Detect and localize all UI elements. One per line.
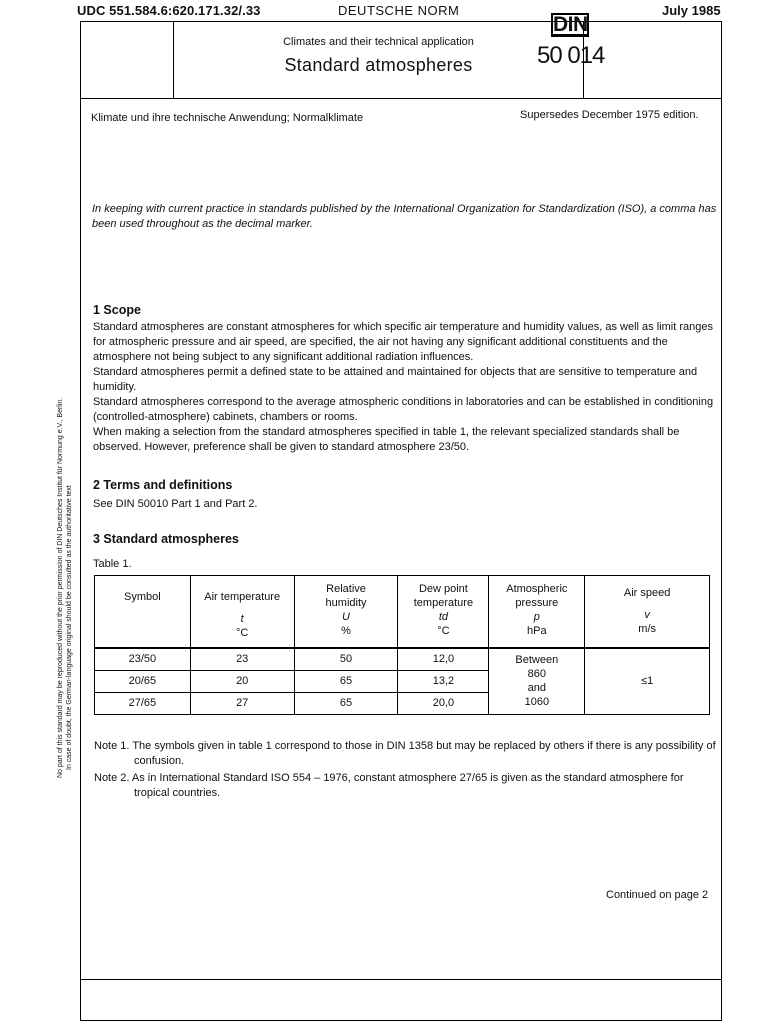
section-heading-terms: 2 Terms and definitions bbox=[93, 478, 233, 492]
cell-air-speed: ≤1 bbox=[585, 648, 710, 715]
cell-atmospheric-pressure: Between 860 and 1060 bbox=[489, 648, 585, 715]
page-frame bbox=[80, 21, 722, 1021]
table-row bbox=[95, 648, 710, 671]
header-cell-dew-point: Dew point temperature td °C bbox=[398, 576, 489, 648]
sidenote-line-1: No part of this standard may be reproduced without the prior permission of DIN Deutsches Institut für Normung e.V., Berlin. bbox=[57, 397, 64, 778]
publication-date: July 1985 bbox=[662, 3, 721, 18]
cell-symbol: 20/65 bbox=[95, 670, 191, 692]
scope-text bbox=[93, 320, 717, 455]
header-cell-symbol: Symbol bbox=[95, 576, 191, 648]
terms-text: See DIN 50010 Part 1 and Part 2. bbox=[93, 498, 258, 510]
header-cell-atmospheric-pressure: Atmospheric pressure p hPa bbox=[489, 576, 585, 648]
header-cell-relative-humidity: Relative humidity U % bbox=[294, 576, 398, 648]
document-subtitle: Climates and their technical application bbox=[283, 36, 474, 48]
note-1: Note 1. The symbols given in table 1 correspond to those in DIN 1358 but may be replaced by others if there is any possibility of confusion. bbox=[94, 740, 716, 767]
cell-relative-humidity: 50 bbox=[294, 648, 398, 671]
table-header-row bbox=[95, 576, 710, 648]
header-cell-air-temperature: Air temperature t °C bbox=[190, 576, 294, 648]
cell-dew-point: 12,0 bbox=[398, 648, 489, 671]
intro-note: In keeping with current practice in standards published by the International Organization for Standardization (ISO), a comma has been used throughout as the decimal marker. bbox=[92, 203, 717, 230]
paragraph: When making a selection from the standard atmospheres specified in table 1, the relevant specialized standards shall be observed. However, preference shall be given to standard atmosphere 23/50. bbox=[93, 426, 680, 453]
header-cell-air-speed: Air speed v m/s bbox=[585, 576, 710, 648]
footer-divider bbox=[80, 979, 722, 980]
section-heading-scope: 1 Scope bbox=[93, 303, 141, 317]
document-title: Standard atmospheres bbox=[284, 55, 473, 75]
din-logo: DIN bbox=[553, 13, 588, 36]
paragraph: Standard atmospheres are constant atmospheres for which specific air temperature and humidity values, as well as limit ranges for atmospheric pressure and air speed, are specified, the air not having any significant additional constituents and the atmosphere not being subject to any significant additional radiation influences. bbox=[93, 321, 713, 363]
top-line bbox=[0, 3, 768, 21]
cell-symbol: 23/50 bbox=[95, 648, 191, 671]
cell-relative-humidity: 65 bbox=[294, 670, 398, 692]
section-heading-standard-atmospheres: 3 Standard atmospheres bbox=[93, 532, 239, 546]
cell-air-temperature: 20 bbox=[190, 670, 294, 692]
header-box bbox=[80, 21, 722, 99]
note-2: Note 2. As in International Standard ISO 554 – 1976, constant atmosphere 27/65 is given as the standard atmosphere for tropical countries. bbox=[94, 772, 684, 799]
paragraph: Standard atmospheres permit a defined state to be attained and maintained for objects that are sensitive to temperature and humidity. bbox=[93, 366, 698, 393]
copyright-sidenote bbox=[56, 278, 74, 778]
standard-atmospheres-table bbox=[94, 575, 710, 715]
sidenote-line-2: In case of doubt, the German-language original should be consulted as the authoritative text bbox=[66, 485, 73, 770]
cell-air-temperature: 23 bbox=[190, 648, 294, 671]
german-title: Klimate und ihre technische Anwendung; Normalklimate bbox=[91, 112, 364, 124]
table-notes bbox=[94, 739, 716, 803]
udc-code: UDC 551.584.6:620.171.32/.33 bbox=[77, 3, 261, 18]
cell-symbol: 27/65 bbox=[95, 692, 191, 714]
cell-dew-point: 20,0 bbox=[398, 692, 489, 714]
cell-air-temperature: 27 bbox=[190, 692, 294, 714]
cell-dew-point: 13,2 bbox=[398, 670, 489, 692]
deutsche-norm-label: DEUTSCHE NORM bbox=[338, 3, 460, 18]
table-caption: Table 1. bbox=[93, 558, 132, 570]
cell-relative-humidity: 65 bbox=[294, 692, 398, 714]
continued-on-page: Continued on page 2 bbox=[606, 889, 709, 901]
paragraph: Standard atmospheres correspond to the average atmospheric conditions in laboratories and can be established in conditioning (controlled-atmosphere) cabinets, chambers or rooms. bbox=[93, 396, 714, 423]
supersedes-note: Supersedes December 1975 edition. bbox=[520, 109, 699, 121]
standard-number: 50 014 bbox=[537, 42, 605, 69]
